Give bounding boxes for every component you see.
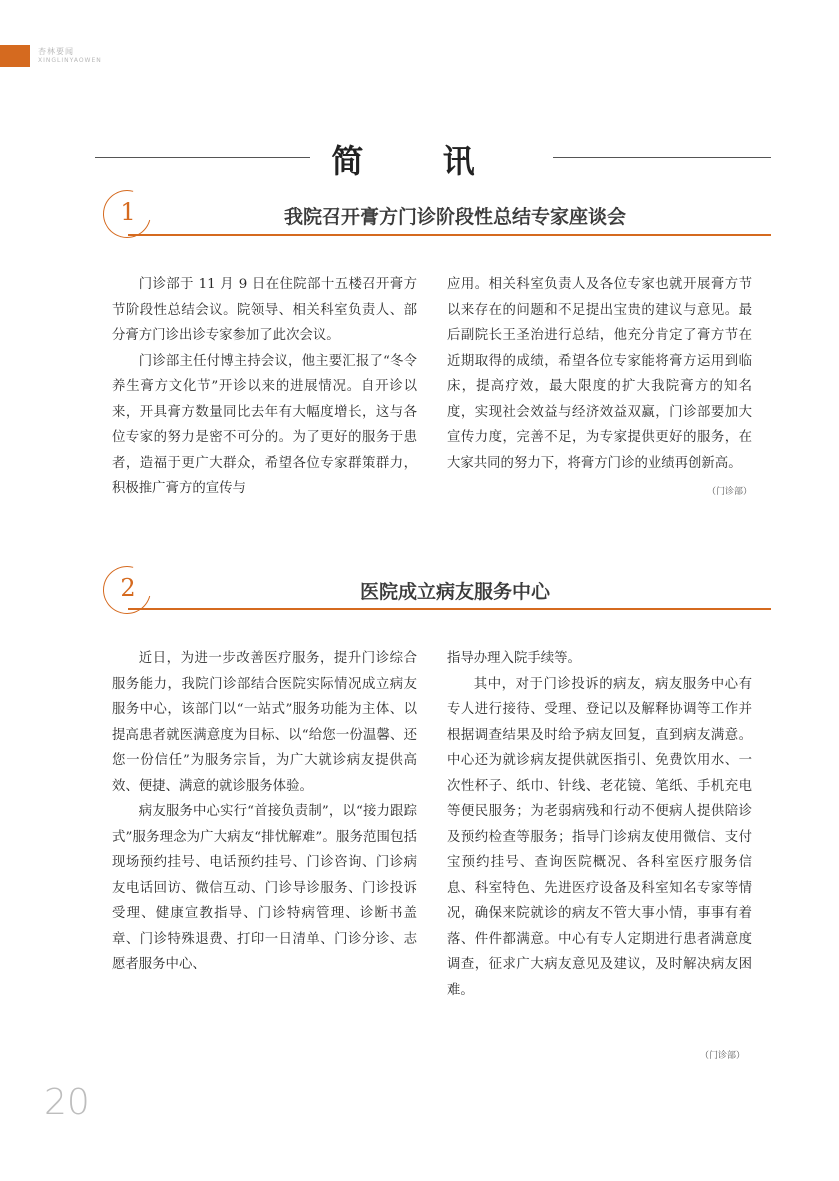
article2-rule [128, 608, 771, 610]
article2-column-left [112, 646, 417, 978]
paragraph: 门诊部于 11 月 9 日在住院部十五楼召开膏方节阶段性总结会议。院领导、相关科室负责人、部分膏方门诊出诊专家参加了此次会议。 [112, 277, 417, 343]
paragraph: 近日，为进一步改善医疗服务，提升门诊综合服务能力，我院门诊部结合医院实际情况成立病友服务中心，该部门以“一站式”服务功能为主体、以提高患者就医满意度为目标、以“给您一份温馨、还您一份信任”为服务宗旨，为广大就诊病友提供高效、便捷、满意的就诊服务体验。 [112, 651, 417, 794]
paragraph: 门诊部主任付博主持会议，他主要汇报了“冬令养生膏方文化节”开诊以来的进展情况。自开诊以来，开具膏方数量同比去年有大幅度增长，这与各位专家的努力是密不可分的。为了更好的服务于患者，造福于更广大群众，希望各位专家群策群力，积极推广膏方的宣传与 [112, 353, 417, 496]
title-rule-right [553, 157, 771, 158]
page-number: 20 [44, 1082, 90, 1123]
paragraph: 其中，对于门诊投诉的病友，病友服务中心有专人进行接待、受理、登记以及解释协调等工作并根据调查结果及时给予病友回复，直到病友满意。中心还为就诊病友提供就医指引、免费饮用水、一次性杯子、纸巾、针线、老花镜、笔纸、手机充电等便民服务；为老弱病残和行动不便病人提供陪诊及预约检查等服务；指导门诊病友使用微信、支付宝预约挂号、查询医院概况、各科室医疗服务信息、科室特色、先进医疗设备及科室知名专家等情况，确保来院就诊的病友不管大事小情，事事有着落、件件都满意。中心有专人定期进行患者满意度调查，征求广大病友意见及建议，及时解决病友困难。 [447, 676, 752, 998]
article1-title: 我院召开膏方门诊阶段性总结专家座谈会 [283, 206, 626, 228]
title-rule-left [95, 157, 310, 158]
article1-signature: （门诊部） [706, 487, 752, 497]
article2-title: 医院成立病友服务中心 [359, 581, 550, 603]
article1-column-right [447, 272, 752, 506]
article1-rule [128, 234, 771, 236]
article2-signature: （门诊部） [700, 1051, 746, 1061]
magazine-name: 杏林要闻 [38, 47, 74, 56]
page-title: 简 讯 [331, 142, 509, 180]
article2-column-right [447, 646, 752, 1003]
article2-number: 2 [120, 574, 136, 602]
article1-column-left [112, 272, 417, 502]
header-tab [0, 45, 30, 67]
paragraph: 指导办理入院手续等。 [447, 651, 581, 666]
magazine-pinyin: XINGLINYAOWEN [38, 57, 102, 64]
paragraph: 病友服务中心实行“首接负责制”，以“接力跟踪式”服务理念为广大病友“排忧解难”。服务范围包括现场预约挂号、电话预约挂号、门诊咨询、门诊病友电话回访、微信互动、门诊导诊服务、门诊投诉受理、健康宣教指导、门诊特病管理、诊断书盖章、门诊特殊退费、打印一日清单、门诊分诊、志愿者服务中心、 [112, 804, 417, 972]
article1-number: 1 [120, 198, 136, 226]
paragraph: 应用。相关科室负责人及各位专家也就开展膏方节以来存在的问题和不足提出宝贵的建议与意见。最后副院长王圣治进行总结，他充分肯定了膏方节在近期取得的成绩，希望各位专家能将膏方运用到临床，提高疗效，最大限度的扩大我院膏方的知名度，实现社会效益与经济效益双赢，门诊部要加大宣传力度，完善不足，为专家提供更好的服务，在大家共同的努力下，将膏方门诊的业绩再创新高。 [447, 277, 752, 471]
